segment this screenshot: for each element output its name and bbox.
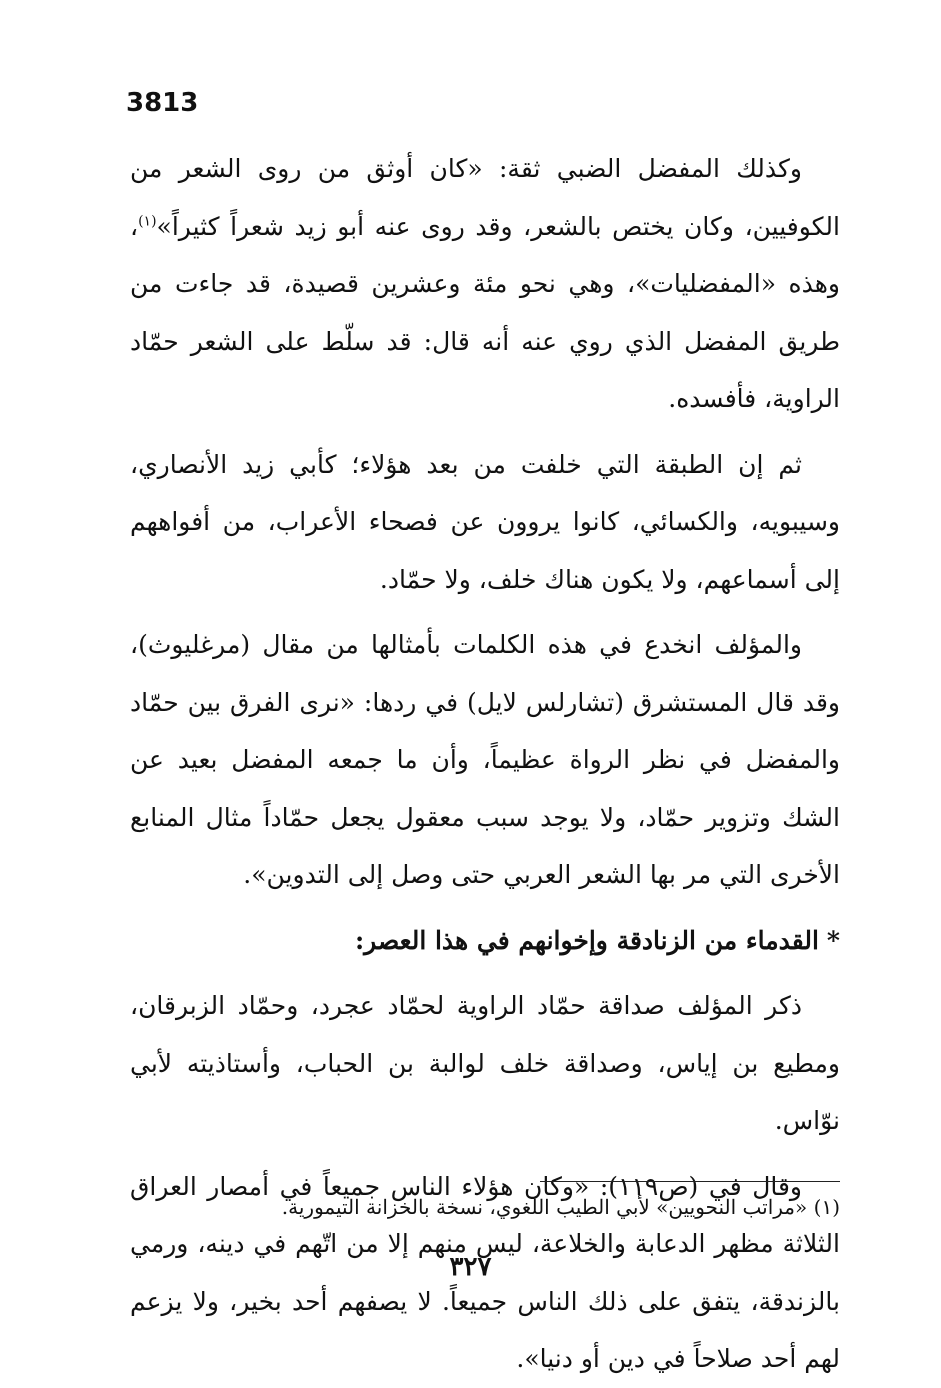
footnote-text: «مراتب النحويين» لأبي الطيب اللغوي، نسخة بالخزانة التيمورية. xyxy=(281,1195,808,1219)
footnote-marker: (١) xyxy=(813,1195,840,1219)
heading-star-marker: * xyxy=(826,925,840,955)
section-heading xyxy=(130,912,840,970)
paragraph-4: ذكر المؤلف صداقة حمّاد الراوية لحمّاد عجرد، وحمّاد الزبرقان، ومطيع بن إياس، وصداقة خلف لوالبة بن الحباب، وأستاذيته لأبي نوّاس. xyxy=(130,991,840,1135)
paragraph-1 xyxy=(130,140,840,428)
paragraph-3: والمؤلف انخدع في هذه الكلمات بأمثالها من مقال (مرغليوث)، وقد قال المستشرق (تشارلس لايل) في ردها: «نرى الفرق بين حمّاد والمفضل في نظر الرواة عظيماً، وأن ما جمعه المفضل بعيد عن الشك وتزوير حمّاد، ولا يوجد سبب معقول يجعل حمّاداً مثال المنابع الأخرى التي مر بها الشعر العربي حتى وصل إلى التدوين». xyxy=(130,630,840,889)
footnote xyxy=(130,1190,840,1224)
paragraph-2: ثم إن الطبقة التي خلفت من بعد هؤلاء؛ كأبي زيد الأنصاري، وسيبويه، والكسائي، كانوا يروون عن فصحاء الأعراب، من أفواههم إلى أسماعهم، ولا يكون هناك خلف، ولا حمّاد. xyxy=(130,449,840,594)
page-number: ٣٢٧ xyxy=(449,1252,492,1282)
paragraph-1-text-continued: ، وهذه «المفضليات»، وهي نحو مئة وعشرين قصيدة، قد جاءت من طريق المفضل الذي روي عنه أنه قال: قد سلّط على الشعر حمّاد الراوية، فأفسده. xyxy=(130,211,840,413)
footnote-reference: (١) xyxy=(138,213,157,230)
paragraph-1-text: وكذلك المفضل الضبي ثقة: «كان أوثق من روى الشعر من الكوفيين، وكان يختص بالشعر، وقد روى عنه أبو زيد شعراً كثيراً» xyxy=(130,154,840,241)
paragraph-5: وقال في (ص١١٩): «وكان هؤلاء الناس جميعاً في أمصار العراق الثلاثة مظهر الدعابة والخلاعة، ليس منهم إلا من اتّهم في دينه، ورمي بالزندقة، يتفق على ذلك الناس جميعاً. لا يصفهم أحد بخير، ولا يزعم لهم أحد صلاحاً في دين أو دنيا». xyxy=(130,1171,840,1373)
section-heading-text: القدماء من الزنادقة وإخوانهم في هذا العصر: xyxy=(354,925,819,955)
header-page-number: 3813 xyxy=(126,88,199,118)
footnote-separator xyxy=(540,1181,840,1182)
